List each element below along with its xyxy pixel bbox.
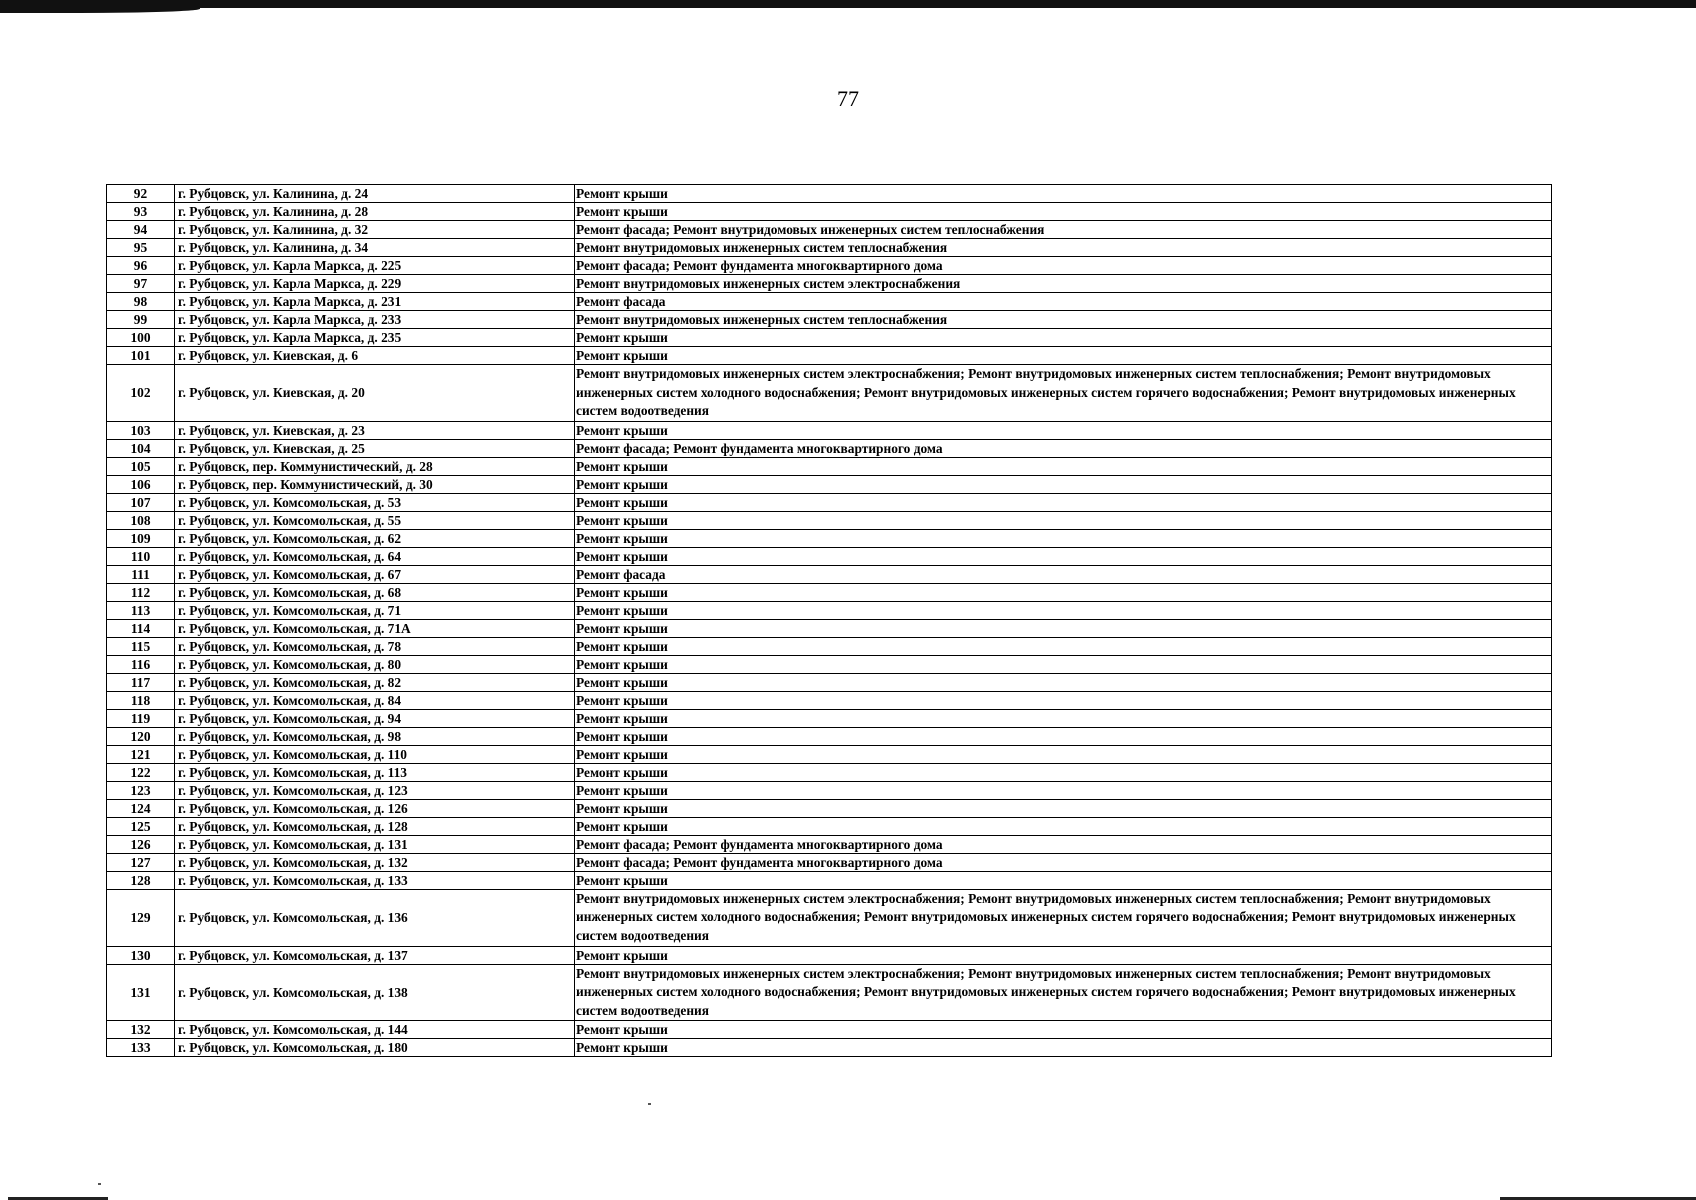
table-row xyxy=(107,293,1552,311)
row-number: 128 xyxy=(107,871,175,889)
row-number: 126 xyxy=(107,835,175,853)
row-works: Ремонт крыши xyxy=(575,871,1552,889)
table-row xyxy=(107,964,1552,1021)
row-works: Ремонт крыши xyxy=(575,457,1552,475)
row-address: г. Рубцовск, ул. Киевская, д. 23 xyxy=(175,421,575,439)
row-works: Ремонт крыши xyxy=(575,475,1552,493)
row-works: Ремонт крыши xyxy=(575,511,1552,529)
row-address: г. Рубцовск, ул. Киевская, д. 25 xyxy=(175,439,575,457)
row-works: Ремонт крыши xyxy=(575,185,1552,203)
row-address: г. Рубцовск, ул. Комсомольская, д. 98 xyxy=(175,727,575,745)
row-address: г. Рубцовск, ул. Комсомольская, д. 131 xyxy=(175,835,575,853)
row-address: г. Рубцовск, ул. Калинина, д. 32 xyxy=(175,221,575,239)
row-works: Ремонт внутридомовых инженерных систем теплоснабжения xyxy=(575,239,1552,257)
row-works: Ремонт крыши xyxy=(575,673,1552,691)
table-row xyxy=(107,457,1552,475)
table-row xyxy=(107,817,1552,835)
table-row xyxy=(107,257,1552,275)
row-number: 97 xyxy=(107,275,175,293)
row-works: Ремонт крыши xyxy=(575,601,1552,619)
table-row xyxy=(107,347,1552,365)
table-row xyxy=(107,365,1552,422)
row-address: г. Рубцовск, ул. Комсомольская, д. 132 xyxy=(175,853,575,871)
row-number: 92 xyxy=(107,185,175,203)
row-works: Ремонт крыши xyxy=(575,1021,1552,1039)
row-works: Ремонт фасада; Ремонт фундамента многоквартирного дома xyxy=(575,439,1552,457)
row-address: г. Рубцовск, ул. Карла Маркса, д. 225 xyxy=(175,257,575,275)
table-row xyxy=(107,1039,1552,1057)
row-number: 96 xyxy=(107,257,175,275)
table-row xyxy=(107,239,1552,257)
row-works: Ремонт крыши xyxy=(575,347,1552,365)
row-works: Ремонт крыши xyxy=(575,1039,1552,1057)
row-works: Ремонт фасада; Ремонт внутридомовых инженерных систем теплоснабжения xyxy=(575,221,1552,239)
row-address: г. Рубцовск, ул. Комсомольская, д. 64 xyxy=(175,547,575,565)
table-row xyxy=(107,637,1552,655)
row-number: 116 xyxy=(107,655,175,673)
repair-program-table xyxy=(106,184,1552,1057)
row-number: 102 xyxy=(107,365,175,422)
table-row xyxy=(107,709,1552,727)
row-works: Ремонт фасада; Ремонт фундамента многоквартирного дома xyxy=(575,835,1552,853)
table-row xyxy=(107,799,1552,817)
row-address: г. Рубцовск, ул. Комсомольская, д. 62 xyxy=(175,529,575,547)
row-number: 124 xyxy=(107,799,175,817)
row-address: г. Рубцовск, ул. Комсомольская, д. 144 xyxy=(175,1021,575,1039)
row-works: Ремонт крыши xyxy=(575,763,1552,781)
row-number: 117 xyxy=(107,673,175,691)
row-number: 113 xyxy=(107,601,175,619)
row-address: г. Рубцовск, ул. Карла Маркса, д. 231 xyxy=(175,293,575,311)
page-number: 77 xyxy=(837,86,859,111)
row-works: Ремонт крыши xyxy=(575,637,1552,655)
row-works: Ремонт внутридомовых инженерных систем электроснабжения; Ремонт внутридомовых инженерных систем теплоснабжения; Ремонт внутридомовых инженерных систем холодного водоснабжения; Ремонт внутридомовых инженерных систем горячего водоснабжения; Ремонт внутридомовых инженерных систем водоотведения xyxy=(575,365,1552,422)
row-number: 106 xyxy=(107,475,175,493)
row-address: г. Рубцовск, ул. Комсомольская, д. 110 xyxy=(175,745,575,763)
row-works: Ремонт крыши xyxy=(575,329,1552,347)
table-row xyxy=(107,691,1552,709)
row-number: 130 xyxy=(107,946,175,964)
row-number: 131 xyxy=(107,964,175,1021)
row-number: 95 xyxy=(107,239,175,257)
row-address: г. Рубцовск, ул. Комсомольская, д. 67 xyxy=(175,565,575,583)
row-address: г. Рубцовск, ул. Комсомольская, д. 180 xyxy=(175,1039,575,1057)
row-works: Ремонт внутридомовых инженерных систем электроснабжения; Ремонт внутридомовых инженерных систем теплоснабжения; Ремонт внутридомовых инженерных систем холодного водоснабжения; Ремонт внутридомовых инженерных систем горячего водоснабжения; Ремонт внутридомовых инженерных систем водоотведения xyxy=(575,889,1552,946)
row-works: Ремонт крыши xyxy=(575,619,1552,637)
table-row xyxy=(107,1021,1552,1039)
table-row xyxy=(107,529,1552,547)
row-address: г. Рубцовск, ул. Комсомольская, д. 71 xyxy=(175,601,575,619)
row-works: Ремонт крыши xyxy=(575,781,1552,799)
row-address: г. Рубцовск, ул. Комсомольская, д. 53 xyxy=(175,493,575,511)
row-address: г. Рубцовск, ул. Комсомольская, д. 138 xyxy=(175,964,575,1021)
row-number: 133 xyxy=(107,1039,175,1057)
table-row xyxy=(107,275,1552,293)
row-works: Ремонт крыши xyxy=(575,421,1552,439)
row-works: Ремонт крыши xyxy=(575,727,1552,745)
row-number: 98 xyxy=(107,293,175,311)
table-row xyxy=(107,475,1552,493)
table-row xyxy=(107,946,1552,964)
row-works: Ремонт крыши xyxy=(575,529,1552,547)
table-row xyxy=(107,727,1552,745)
row-address: г. Рубцовск, ул. Комсомольская, д. 80 xyxy=(175,655,575,673)
row-works: Ремонт фасада; Ремонт фундамента многоквартирного дома xyxy=(575,257,1552,275)
row-works: Ремонт крыши xyxy=(575,799,1552,817)
table-row xyxy=(107,655,1552,673)
row-address: г. Рубцовск, ул. Комсомольская, д. 84 xyxy=(175,691,575,709)
row-address: г. Рубцовск, ул. Комсомольская, д. 78 xyxy=(175,637,575,655)
row-address: г. Рубцовск, ул. Карла Маркса, д. 233 xyxy=(175,311,575,329)
table-row xyxy=(107,871,1552,889)
row-number: 119 xyxy=(107,709,175,727)
table-row xyxy=(107,583,1552,601)
table-row xyxy=(107,221,1552,239)
row-number: 111 xyxy=(107,565,175,583)
row-address: г. Рубцовск, ул. Комсомольская, д. 71А xyxy=(175,619,575,637)
table-row xyxy=(107,601,1552,619)
row-number: 125 xyxy=(107,817,175,835)
row-works: Ремонт крыши xyxy=(575,583,1552,601)
row-number: 129 xyxy=(107,889,175,946)
row-address: г. Рубцовск, ул. Комсомольская, д. 136 xyxy=(175,889,575,946)
row-works: Ремонт крыши xyxy=(575,493,1552,511)
row-number: 120 xyxy=(107,727,175,745)
row-address: г. Рубцовск, ул. Комсомольская, д. 128 xyxy=(175,817,575,835)
scan-speck xyxy=(648,1103,651,1105)
row-number: 105 xyxy=(107,457,175,475)
row-works: Ремонт крыши xyxy=(575,709,1552,727)
row-works: Ремонт крыши xyxy=(575,946,1552,964)
row-number: 101 xyxy=(107,347,175,365)
row-works: Ремонт крыши xyxy=(575,203,1552,221)
table-row xyxy=(107,439,1552,457)
row-works: Ремонт внутридомовых инженерных систем электроснабжения; Ремонт внутридомовых инженерных систем теплоснабжения; Ремонт внутридомовых инженерных систем холодного водоснабжения; Ремонт внутридомовых инженерных систем горячего водоснабжения; Ремонт внутридомовых инженерных систем водоотведения xyxy=(575,964,1552,1021)
row-number: 115 xyxy=(107,637,175,655)
table-row xyxy=(107,493,1552,511)
row-number: 100 xyxy=(107,329,175,347)
table-row xyxy=(107,203,1552,221)
row-number: 112 xyxy=(107,583,175,601)
table-row xyxy=(107,853,1552,871)
table-row xyxy=(107,511,1552,529)
table-row xyxy=(107,781,1552,799)
table-row xyxy=(107,547,1552,565)
row-number: 123 xyxy=(107,781,175,799)
row-address: г. Рубцовск, ул. Калинина, д. 24 xyxy=(175,185,575,203)
row-number: 107 xyxy=(107,493,175,511)
row-works: Ремонт фасада xyxy=(575,565,1552,583)
row-number: 118 xyxy=(107,691,175,709)
row-works: Ремонт внутридомовых инженерных систем теплоснабжения xyxy=(575,311,1552,329)
row-address: г. Рубцовск, ул. Комсомольская, д. 82 xyxy=(175,673,575,691)
row-works: Ремонт внутридомовых инженерных систем электроснабжения xyxy=(575,275,1552,293)
row-works: Ремонт фасада; Ремонт фундамента многоквартирного дома xyxy=(575,853,1552,871)
table-row xyxy=(107,565,1552,583)
row-number: 108 xyxy=(107,511,175,529)
scan-speck xyxy=(98,1183,101,1185)
row-address: г. Рубцовск, ул. Комсомольская, д. 133 xyxy=(175,871,575,889)
row-number: 103 xyxy=(107,421,175,439)
row-address: г. Рубцовск, ул. Комсомольская, д. 126 xyxy=(175,799,575,817)
table-row xyxy=(107,673,1552,691)
row-address: г. Рубцовск, пер. Коммунистический, д. 30 xyxy=(175,475,575,493)
row-works: Ремонт крыши xyxy=(575,547,1552,565)
row-address: г. Рубцовск, ул. Комсомольская, д. 137 xyxy=(175,946,575,964)
row-number: 93 xyxy=(107,203,175,221)
row-number: 94 xyxy=(107,221,175,239)
row-address: г. Рубцовск, ул. Комсомольская, д. 113 xyxy=(175,763,575,781)
row-number: 99 xyxy=(107,311,175,329)
row-works: Ремонт крыши xyxy=(575,817,1552,835)
table-body xyxy=(107,185,1552,1057)
row-number: 121 xyxy=(107,745,175,763)
row-address: г. Рубцовск, ул. Комсомольская, д. 68 xyxy=(175,583,575,601)
row-number: 132 xyxy=(107,1021,175,1039)
row-address: г. Рубцовск, ул. Комсомольская, д. 55 xyxy=(175,511,575,529)
row-address: г. Рубцовск, ул. Комсомольская, д. 123 xyxy=(175,781,575,799)
table-row xyxy=(107,311,1552,329)
row-address: г. Рубцовск, ул. Карла Маркса, д. 229 xyxy=(175,275,575,293)
row-number: 122 xyxy=(107,763,175,781)
table-row xyxy=(107,745,1552,763)
row-works: Ремонт фасада xyxy=(575,293,1552,311)
row-address: г. Рубцовск, ул. Карла Маркса, д. 235 xyxy=(175,329,575,347)
table-row xyxy=(107,889,1552,946)
row-works: Ремонт крыши xyxy=(575,655,1552,673)
row-address: г. Рубцовск, ул. Калинина, д. 34 xyxy=(175,239,575,257)
row-address: г. Рубцовск, ул. Калинина, д. 28 xyxy=(175,203,575,221)
row-works: Ремонт крыши xyxy=(575,745,1552,763)
table-row xyxy=(107,619,1552,637)
row-address: г. Рубцовск, ул. Киевская, д. 20 xyxy=(175,365,575,422)
table-row xyxy=(107,421,1552,439)
row-address: г. Рубцовск, пер. Коммунистический, д. 28 xyxy=(175,457,575,475)
row-number: 109 xyxy=(107,529,175,547)
row-number: 127 xyxy=(107,853,175,871)
table-row xyxy=(107,185,1552,203)
table-row xyxy=(107,329,1552,347)
row-works: Ремонт крыши xyxy=(575,691,1552,709)
table-row xyxy=(107,835,1552,853)
row-number: 104 xyxy=(107,439,175,457)
row-address: г. Рубцовск, ул. Киевская, д. 6 xyxy=(175,347,575,365)
scan-edge-top-shadow xyxy=(0,6,200,13)
row-address: г. Рубцовск, ул. Комсомольская, д. 94 xyxy=(175,709,575,727)
scan-edge-top xyxy=(0,0,1696,8)
row-number: 114 xyxy=(107,619,175,637)
table-row xyxy=(107,763,1552,781)
row-number: 110 xyxy=(107,547,175,565)
